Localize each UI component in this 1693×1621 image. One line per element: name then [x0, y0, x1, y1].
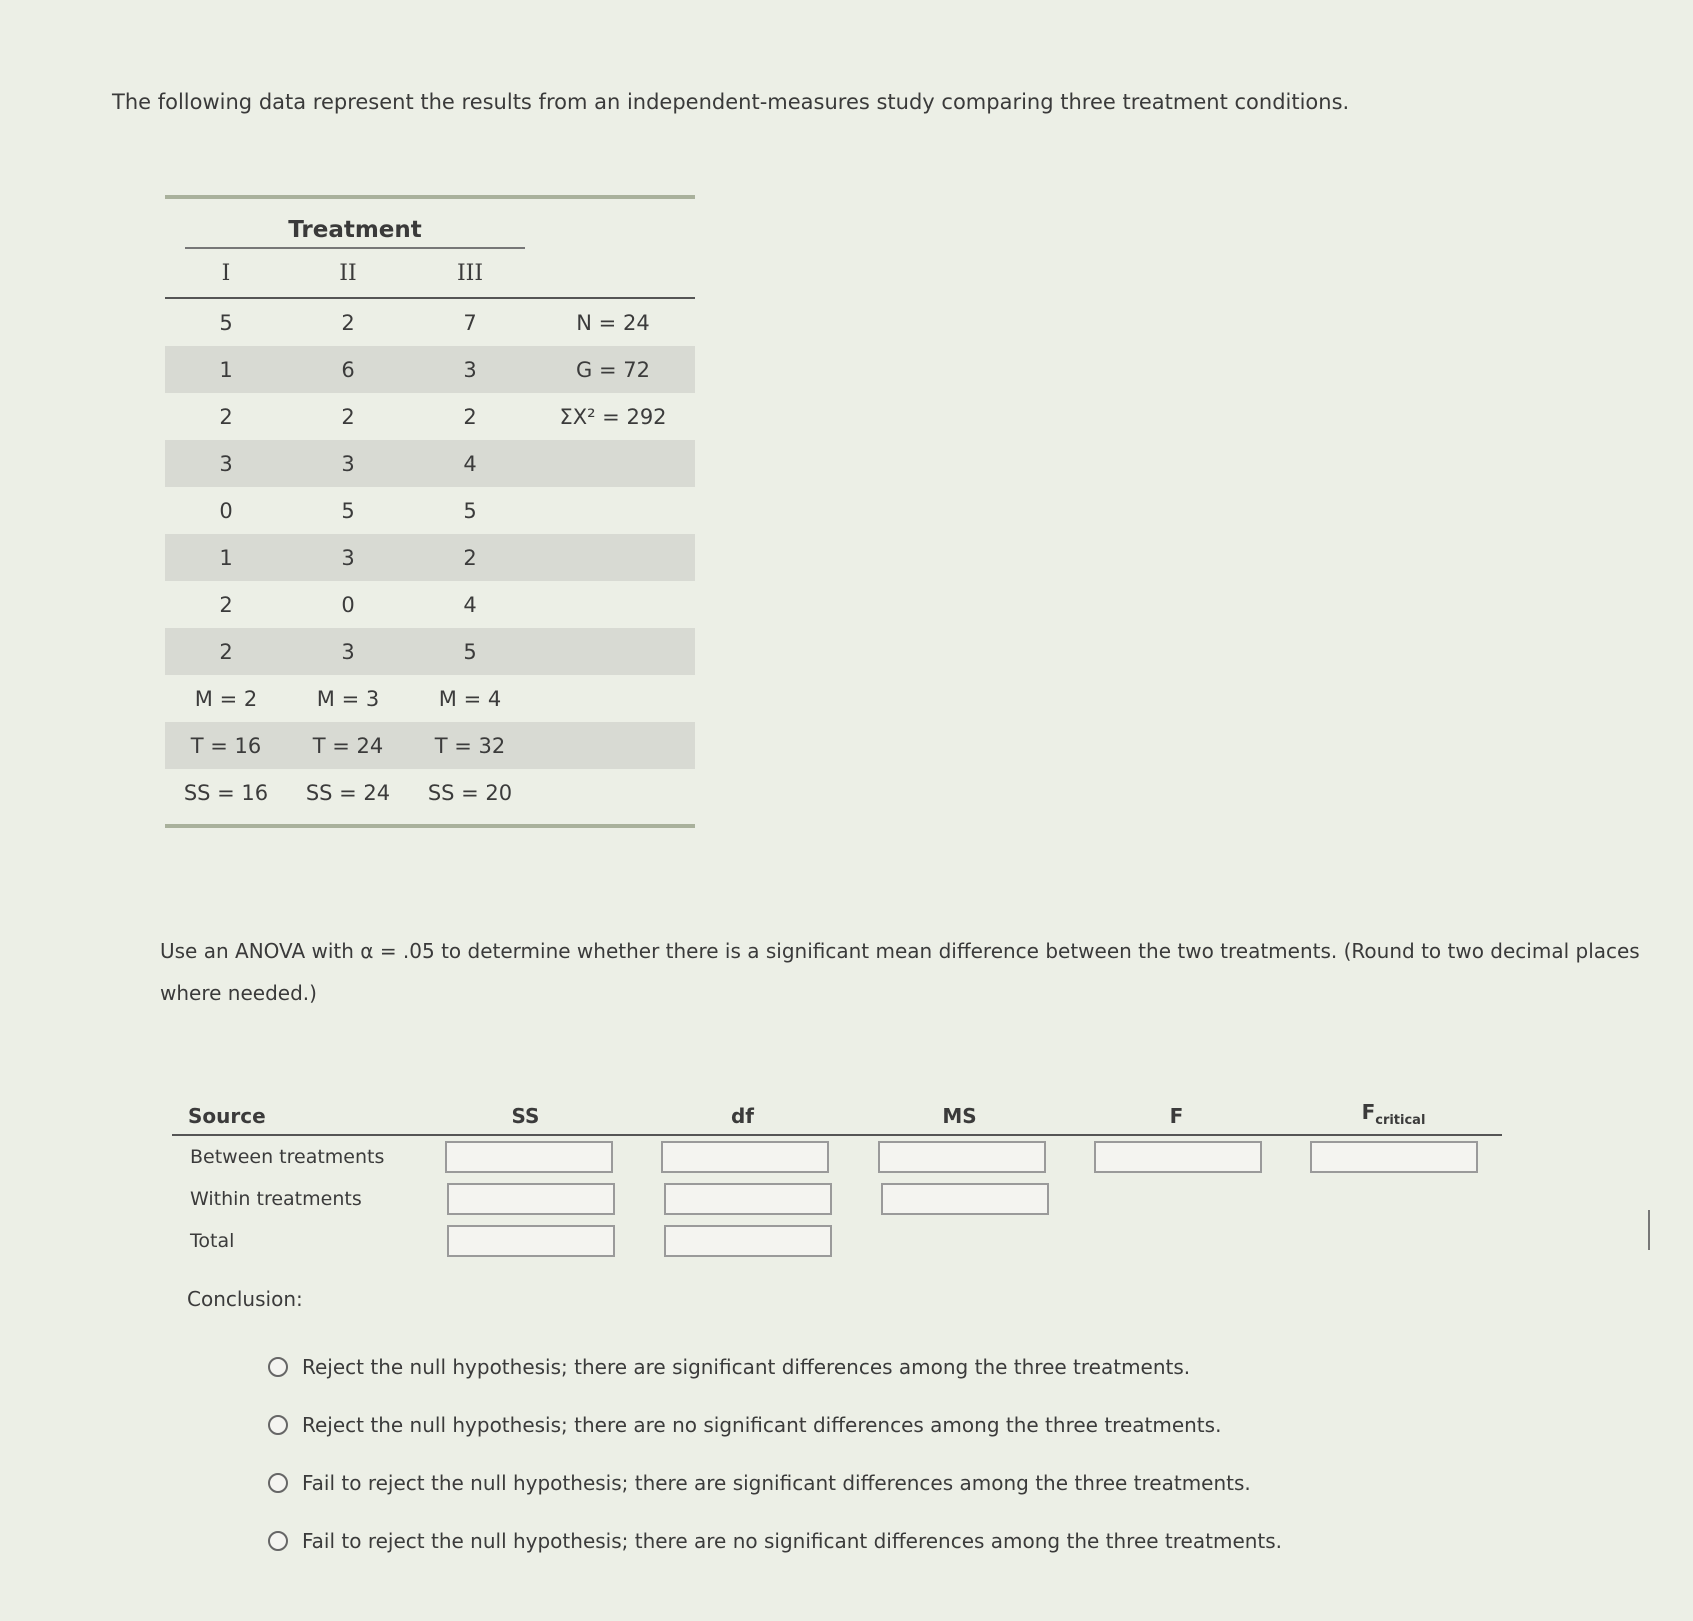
table-cell: 5: [463, 498, 477, 523]
table-cell: 2: [463, 404, 477, 429]
radio-button[interactable]: [268, 1531, 288, 1551]
table-row: [165, 346, 695, 393]
table-cell: 2: [219, 592, 233, 617]
conclusion-option-4[interactable]: [268, 1512, 1282, 1570]
table-cell: 4: [463, 451, 477, 476]
data-table: [165, 195, 695, 828]
anova-row-within: [172, 1178, 1502, 1220]
table-cell: 3: [341, 451, 355, 476]
table-cell: 2: [341, 310, 355, 335]
table-cell: 2: [219, 404, 233, 429]
ss-row: [165, 769, 695, 816]
table-top-rule: [165, 195, 695, 199]
header-source: Source: [188, 1104, 266, 1128]
table-cell: 2: [463, 545, 477, 570]
option-label: Reject the null hypothesis; there are no significant differences among the three treatments.: [302, 1413, 1222, 1437]
table-bottom-rule: [165, 824, 695, 828]
row-label-total: Total: [190, 1230, 235, 1252]
between-df-input[interactable]: [661, 1141, 829, 1173]
table-cell: 7: [463, 310, 477, 335]
conclusion-option-1[interactable]: [268, 1338, 1282, 1396]
table-cell: 5: [219, 310, 233, 335]
between-ss-input[interactable]: [445, 1141, 613, 1173]
table-cell: 5: [463, 639, 477, 664]
option-label: Fail to reject the null hypothesis; there are no significant differences among the three treatments.: [302, 1529, 1283, 1553]
table-cell: 0: [219, 498, 233, 523]
table-row: [165, 628, 695, 675]
summary-n: N = 24: [576, 310, 650, 335]
row-label-within: Within treatments: [190, 1188, 362, 1210]
table-cell: 4: [463, 592, 477, 617]
table-cell: 6: [341, 357, 355, 382]
header-ms: MS: [942, 1104, 977, 1128]
table-row: [165, 393, 695, 440]
f-critical-main: F: [1361, 1100, 1376, 1124]
ss-iii: SS = 20: [427, 780, 513, 805]
conclusion-option-2[interactable]: [268, 1396, 1282, 1454]
table-cell: 1: [219, 545, 233, 570]
between-ms-input[interactable]: [878, 1141, 1046, 1173]
f-critical-subscript: critical: [1375, 1113, 1426, 1128]
mean-iii: M = 4: [438, 686, 502, 711]
between-f-input[interactable]: [1094, 1141, 1262, 1173]
conclusion-label: Conclusion:: [187, 1287, 303, 1311]
ss-i: SS = 16: [183, 780, 269, 805]
table-cell: 5: [341, 498, 355, 523]
summary-sum-x-squared: ΣX² = 292: [559, 404, 667, 429]
mean-i: M = 2: [194, 686, 258, 711]
table-cell: 3: [341, 545, 355, 570]
text-cursor-icon: [1648, 1210, 1650, 1250]
intro-text: The following data represent the results from an independent-measures study comparing three treatment conditions.: [112, 90, 1350, 114]
radio-button[interactable]: [268, 1415, 288, 1435]
radio-button[interactable]: [268, 1473, 288, 1493]
within-ms-input[interactable]: [881, 1183, 1049, 1215]
table-row: [165, 440, 695, 487]
column-header-i: I: [221, 260, 231, 286]
total-ii: T = 24: [312, 733, 384, 758]
anova-table: [172, 1090, 1502, 1262]
table-cell: 1: [219, 357, 233, 382]
within-df-input[interactable]: [664, 1183, 832, 1215]
table-row: [165, 487, 695, 534]
column-header-ii: II: [339, 260, 357, 286]
anova-header-row: [172, 1090, 1502, 1136]
conclusion-option-3[interactable]: [268, 1454, 1282, 1512]
header-f: F: [1169, 1104, 1184, 1128]
header-df: df: [730, 1104, 755, 1128]
table-cell: 2: [341, 404, 355, 429]
total-ss-input[interactable]: [447, 1225, 615, 1257]
option-label: Reject the null hypothesis; there are significant differences among the three treatments.: [302, 1355, 1191, 1379]
header-f-critical: [1285, 1100, 1502, 1128]
mean-ii: M = 3: [316, 686, 380, 711]
table-row: [165, 581, 695, 628]
option-label: Fail to reject the null hypothesis; there are significant differences among the three treatments.: [302, 1471, 1251, 1495]
summary-g: G = 72: [576, 357, 650, 382]
f-critical-input[interactable]: [1310, 1141, 1478, 1173]
anova-row-total: [172, 1220, 1502, 1262]
table-cell: 3: [341, 639, 355, 664]
table-cell: 3: [463, 357, 477, 382]
treatment-header: Treatment: [185, 217, 525, 249]
table-cell: 0: [341, 592, 355, 617]
table-row: [165, 534, 695, 581]
column-header-iii: III: [456, 260, 484, 286]
ss-ii: SS = 24: [305, 780, 391, 805]
table-cell: 2: [219, 639, 233, 664]
total-df-input[interactable]: [664, 1225, 832, 1257]
anova-row-between: [172, 1136, 1502, 1178]
table-cell: 3: [219, 451, 233, 476]
question-text: Use an ANOVA with α = .05 to determine whether there is a significant mean difference between the two treatments. (Round to two decimal places where needed.): [160, 939, 1640, 1005]
header-ss: SS: [511, 1104, 540, 1128]
totals-row: [165, 722, 695, 769]
row-label-between: Between treatments: [190, 1146, 385, 1168]
within-ss-input[interactable]: [447, 1183, 615, 1215]
total-i: T = 16: [190, 733, 262, 758]
column-header-row: [165, 249, 695, 299]
means-row: [165, 675, 695, 722]
table-row: [165, 299, 695, 346]
radio-button[interactable]: [268, 1357, 288, 1377]
conclusion-options: [268, 1338, 1282, 1570]
total-iii: T = 32: [434, 733, 506, 758]
